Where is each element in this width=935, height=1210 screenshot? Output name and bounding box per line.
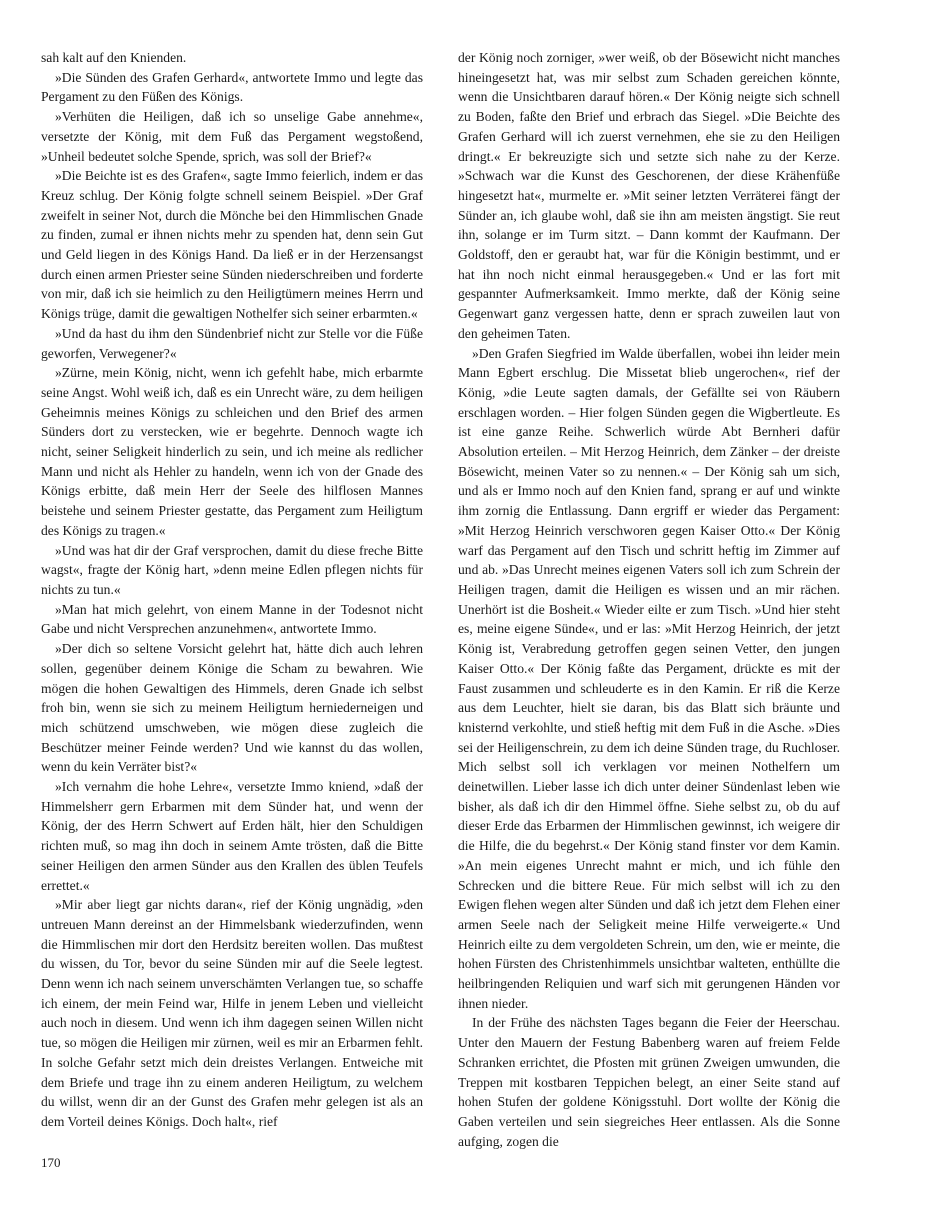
paragraph: In der Frühe des nächsten Tages begann die Feier der Heerschau. Unter den Mauern der Festung Babenberg waren auf freiem Felde Schranken errichtet, die Pfosten mit grünen Zweigen umwunden, die Treppen mit kostbaren Teppichen belegt, an einer Seite stand auf hohen Stufen der goldene Königsstuhl. Dort wollte der König die Gaben verteilen und sein siegreiches Heer entlassen. Als die Sonne aufging, zogen die: [458, 1015, 840, 1149]
left-column: [41, 48, 423, 1132]
paragraph: »Der dich so seltene Vorsicht gelehrt hat, hätte dich auch lehren sollen, gegenüber deinem Könige die Scham zu bewahren. Wie mögen die hohen Gewaltigen des Himmels, deren Gnade ich selbst froh bin, wenn sie sich zu meinem Heiligtum herniederneigen und mich schützend umschweben, wie mögen diese zugleich die Beschützer meiner Feinde werden? Und wie kannst du das wollen, wenn du kein Verräter bist?«: [41, 641, 423, 775]
paragraph: »Man hat mich gelehrt, von einem Manne in der Todesnot nicht Gabe und nicht Versprechen anzunehmen«, antwortete Immo.: [41, 601, 423, 637]
paragraph: »Die Sünden des Grafen Gerhard«, antwortete Immo und legte das Pergament zu den Füßen des Königs.: [41, 69, 423, 105]
page-number: 170: [41, 1155, 61, 1170]
paragraph: sah kalt auf den Knienden.: [41, 50, 187, 65]
paragraph: »Die Beichte ist es des Grafen«, sagte Immo feierlich, indem er das Kreuz schlug. Der König folgte schnell seinem Beispiel. »Der Graf zweifelt in seiner Not, durch die Mönche bei den Himmlischen Gnade zu finden, zumal er ihnen nichts mehr zu spenden hat, denn sein Gut und Geld liegen in des Königs Hand. Da ließ er in der Herzensangst durch einen armen Priester seine Sünden niederschreiben und forderte von mir, daß ich sie heimlich zu den Heiligtümern meines Herrn und Königs trüge, damit die gewaltigen Nothelfer sich seiner erbarmten.«: [41, 168, 423, 322]
right-column: [458, 48, 840, 1151]
paragraph: »Und was hat dir der Graf versprochen, damit du diese freche Bitte wagst«, fragte der König hart, »denn meine Edlen pflegen nichts für nichts zu tun.«: [41, 542, 423, 597]
paragraph: der König noch zorniger, »wer weiß, ob der Bösewicht nicht manches hineingesetzt hat, was mir selbst zum Schaden gereichen könnte, wenn die Unsichtbaren darauf hören.« Der König neigte sich schnell zu Boden, faßte den Brief und erbrach das Siegel. »Die Beichte des Grafen Gerhard will ich zuerst vernehmen, ehe sie zu den Heiligen dringt.« Er bekreuzigte sich und setzte sich nahe zu der Kerze. »Schwach war die Kunst des Geschorenen, der diese Krähenfüße hingesetzt hat«, murmelte er. »Mit seiner letzten Verräterei fängt der Sünder an, ich glaube wohl, daß sie ihn am meisten ängstigt. Sie reut ihn, solange er im Turm sitzt. – Dann kommt der Kaufmann. Der Goldstoff, den er geraubt hat, war für die Königin bestimmt, und er hat ihn noch nicht einmal herausgegeben.« Und er las fort mit gespannter Aufmerksamkeit. Immo merkte, daß der König seine Gegenwart ganz vergessen hatte, denn er sprach zuweilen laut von den geheimen Taten.: [458, 50, 840, 341]
paragraph: »Den Grafen Siegfried im Walde überfallen, wobei ihn leider mein Mann Egbert erschlug. Die Missetat blieb ungerochen«, rief der König, »die Leute sagten damals, der Gefällte sei von Räubern erschlagen worden. – Hier folgen Sünden gegen die Wigbertleute. Es ist eine ganze Reihe. Schwerlich würde Abt Bernheri dafür Absolution erteilen. – Mit Herzog Heinrich, dem Zänker – der dreiste Bösewicht, meinen Vater so zu nennen.« – Der König sah um sich, und als er Immo noch auf den Knien fand, sprang er auf und winkte ihm zornig die Entlassung. Dann ergriff er wieder das Pergament: »Mit Herzog Heinrich verschworen gegen Kaiser Otto.« Der König warf das Pergament auf den Tisch und schritt heftig im Zimmer auf und ab. »Das Unrecht meines eigenen Vaters soll ich zum Schrein der Heiligen tragen, damit die Heiligen es wissen und an mir rächen. Unerhört ist die Bosheit.« Wieder eilte er zum Tisch. »Und hier steht es, meine eigene Sünde«, und er las: »Mit Herzog Heinrich, der jetzt König ist, Verabredung getroffen gegen seinen Vetter, den jungen Kaiser Otto.« Der König faßte das Pergament, drückte es mit der Faust zusammen und schleuderte es in den Kamin. Er riß die Kerze aus dem Leuchter, hielt sie daran, bis das Blatt sich bräunte und knisternd verkohlte, und stieß heftig mit dem Fuß in die Asche. »Dies sei der Heiligenschrein, zu dem ich deine Sünden trage, du Ruchloser. Mich selbst soll ich verklagen vor meinen Nothelfern um deinetwillen. Lieber lasse ich dich unter deiner Sündenlast leben wie bisher, als daß ich dir den Himmel öffne. Siehe selbst zu, ob du auf dieser Erde das Erbarmen der Himmlischen gewinnst, ich weigere dir die Hilfe, die du begehrst.« Der König stand finster vor dem Kamin. »An mein eigenes Unrecht mahnt er mich, und ich fühle den Schrecken und die bittere Reue. Für mich selbst will ich zu den Ewigen flehen wegen alter Sünden und daß ich jetzt dem Flehen einer armen Seele nach der Seligkeit meine Hilfe verweigerte.« Und Heinrich eilte zu dem vergoldeten Schrein, um den, wie er meinte, die hohen Fürsten des Christenhimmels unsichtbar walteten, enthüllte die heilbringenden Reliquien und warf sich mit gerungenen Händen vor ihnen nieder.: [458, 345, 840, 1011]
paragraph: »Und da hast du ihm den Sündenbrief nicht zur Stelle vor die Füße geworfen, Verwegener?«: [41, 325, 423, 361]
paragraph: »Ich vernahm die hohe Lehre«, versetzte Immo kniend, »daß der Himmelsherr gern Erbarmen mit dem Sünder hat, und wenn der König, der des Herrn Schwert auf Erden hält, hier den Schuldigen richten muß, so mag ihn doch in seinem Amte trösten, daß die Bitte seiner Heiligen den armen Sünder aus den Krallen des üblen Teufels errettet.«: [41, 779, 423, 893]
paragraph: »Mir aber liegt gar nichts daran«, rief der König ungnädig, »den untreuen Mann dereinst an der Himmelsbank wiederzufinden, wenn die Himmlischen mir dort den Herdsitz bereiten wollen. Das mußtest du wissen, du Tor, bevor du seine Sünden mir auf die Seele legtest. Denn wenn ich nach seinem unverschämten Verlangen tue, so schaffe ich einem, der mein Feind war, Hilfe in jenem Leben und vielleicht auch noch in diesem. Und wenn ich ihm dagegen seinen Willen nicht tue, so mögen die Heiligen mir zürnen, weil es mir an Erbarmen fehlt. In solche Gefahr setzt mich dein dreistes Verlangen. Entweiche mit dem Briefe und trage ihn zu einem anderen Heiligtum, zu welchem du willst, wenn dir an der Gunst des Grafen mehr gelegen ist als an dem Vorteil deines Königs. Doch halt«, rief: [41, 897, 423, 1129]
paragraph: »Zürne, mein König, nicht, wenn ich gefehlt habe, mich erbarmte seine Angst. Wohl weiß ich, daß es ein Unrecht wäre, zu dem heiligen Geheimnis meines Königs zu schleichen und den Brief des armen Sünders dort zu verstecken, wie er begehrte. Dennoch wagte ich nicht, seiner Seligkeit hinderlich zu sein, und ich meine als redlicher Mann und nicht als Hehler zu handeln, wenn ich von der Gnade des Königs erbitte, daß mein Herr der Seele des hilflosen Mannes beistehe und seinem Priester gestatte, das Pergament zum Heiligtum des Königs zu tragen.«: [41, 365, 423, 538]
paragraph: »Verhüten die Heiligen, daß ich so unselige Gabe annehme«, versetzte der König, mit dem Fuß das Pergament wegstoßend, »Unheil bedeutet solche Spende, sprich, was soll der Brief?«: [41, 109, 423, 164]
